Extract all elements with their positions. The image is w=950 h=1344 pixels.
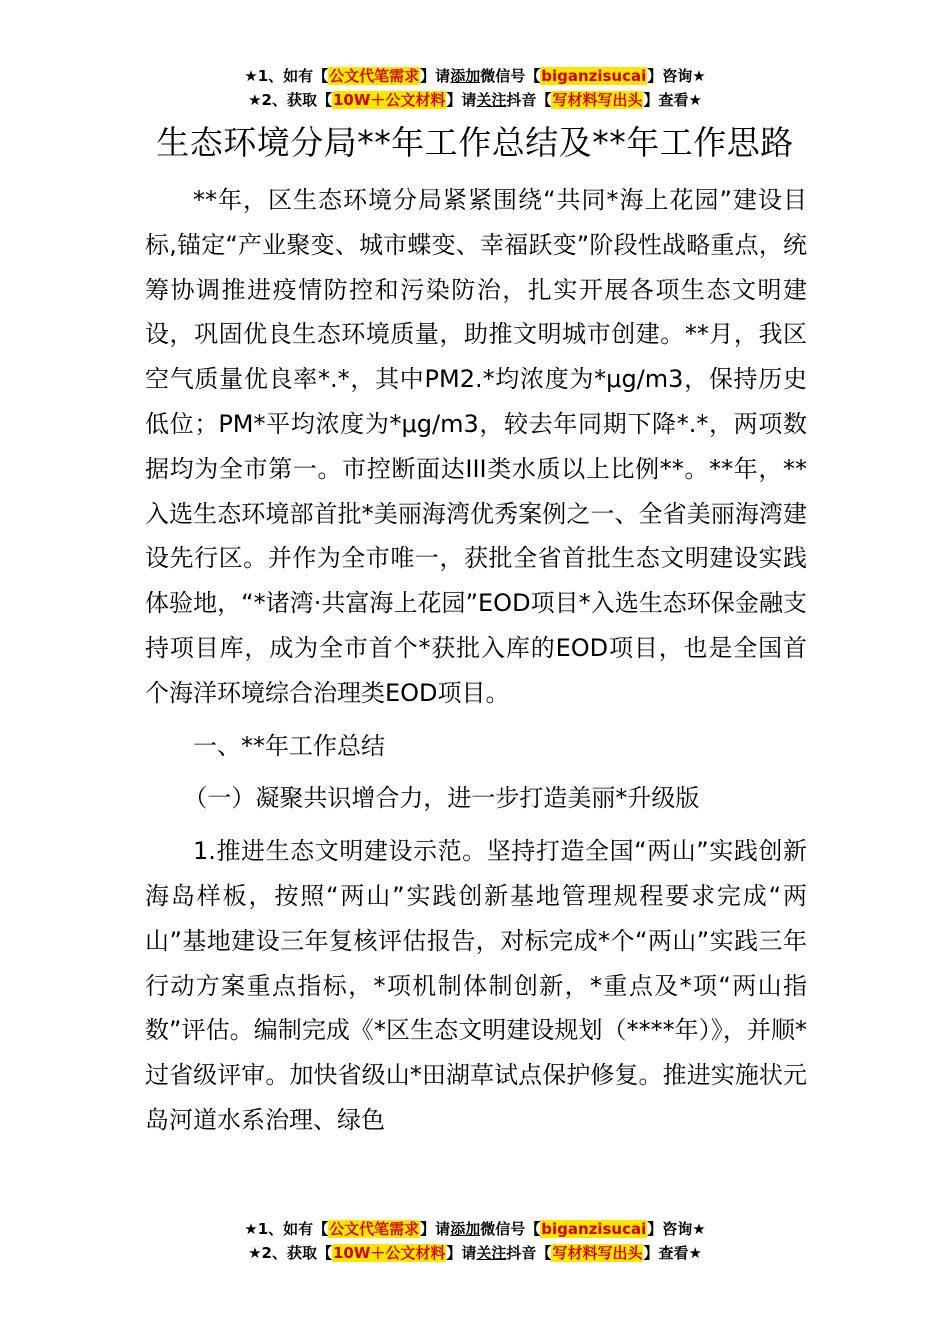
subsection-heading-1: （一）凝聚共识增合力，进一步打造美丽*升级版 [183, 784, 700, 813]
highlight-wechat-id: biganzisucai [541, 67, 647, 85]
top-banner [0, 64, 950, 112]
highlight-douyin-account: 写材料写出头 [552, 91, 643, 109]
bottom-banner [0, 1217, 950, 1265]
highlight-materials: 10W＋公文材料 [332, 1244, 446, 1262]
highlight-materials: 10W＋公文材料 [332, 91, 446, 109]
section-heading-1: 一、**年工作总结 [193, 731, 385, 760]
item-paragraph-1: 1.推进生态文明建设示范。坚持打造全国“两山”实践创新海岛样板，按照“两山”实践创新基地管理规程要求完成“两山”基地建设三年复核评估报告，对标完成*个“两山”实践三年行动方案重点指标，*项机制体制创新，*重点及*项“两山指数”评估。编制完成《*区生态文明建设规划（****年）》，并顺*过省级评审。加快省级山*田湖草试点保护修复。推进实施状元岛河道水系治理、绿色 [145, 837, 807, 1134]
highlight-douyin-account: 写材料写出头 [552, 1244, 643, 1262]
highlight-wechat-id: biganzisucai [541, 1220, 647, 1238]
top-banner-line-2: ★2、获取【10W＋公文材料】请关注抖音【写材料写出头】查看★ [248, 91, 702, 109]
top-banner-line-1: ★1、如有【公文代笔需求】请添加微信号【biganzisucai】咨询★ [244, 67, 706, 85]
document-body [145, 178, 807, 1143]
intro-paragraph: **年，区生态环境分局紧紧围绕“共同*海上花园”建设目标,锚定“产业聚变、城市蝶变、幸福跃变”阶段性战略重点，统筹协调推进疫情防控和污染防治，扎实开展各项生态文明建设，巩固优良生态环境质量，助推文明城市创建。**月，我区空气质量优良率*.*，其中PM2.*均浓度为*μg/m3，保持历史低位；PM*平均浓度为*μg/m3，较去年同期下降*.*，两项数据均为全市第一。市控断面达III类水质以上比例**。**年，**入选生态环境部首批*美丽海湾优秀案例之一、全省美丽海湾建设先行区。并作为全市唯一，获批全省首批生态文明建设实践体验地，“*诸湾·共富海上花园”EOD项目*入选生态环保金融支持项目库，成为全市首个*获批入库的EOD项目，也是全国首个海洋环境综合治理类EOD项目。 [145, 186, 807, 707]
bottom-banner-line-2: ★2、获取【10W＋公文材料】请关注抖音【写材料写出头】查看★ [248, 1244, 702, 1262]
document-title: 生态环境分局**年工作总结及**年工作思路 [156, 123, 794, 162]
bottom-banner-line-1: ★1、如有【公文代笔需求】请添加微信号【biganzisucai】咨询★ [244, 1220, 706, 1238]
highlight-service: 公文代笔需求 [329, 1220, 420, 1238]
highlight-service: 公文代笔需求 [329, 67, 420, 85]
